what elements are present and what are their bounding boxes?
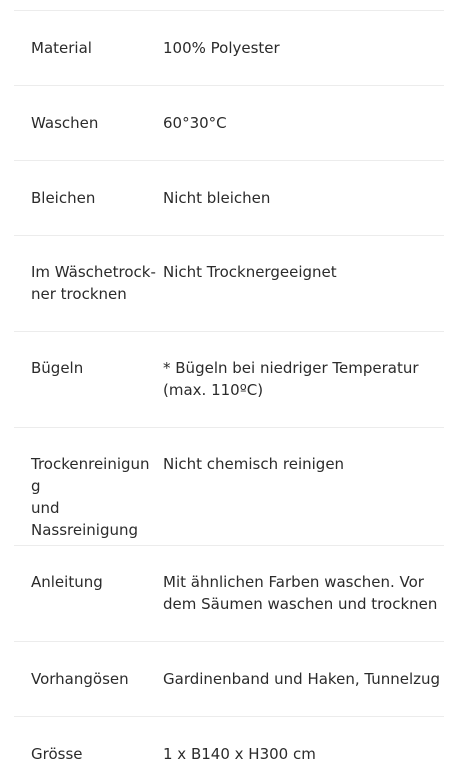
spec-label: Bleichen: [31, 189, 96, 207]
spec-value: 1 x B140 x H300 cm: [163, 745, 316, 763]
spec-value: 100% Polyester: [163, 39, 280, 57]
spec-value: Nicht bleichen: [163, 189, 271, 207]
spec-row-bleichen: [14, 161, 444, 236]
spec-label: Trockenreinigung und Nassreinigung: [31, 455, 150, 539]
spec-row-buegeln: [14, 332, 444, 428]
spec-value: Gardinenband und Haken, Tunnelzug: [163, 670, 441, 688]
spec-row-anleitung: [14, 546, 444, 642]
spec-row-trockner: [14, 236, 444, 332]
spec-row-groesse: [14, 717, 444, 769]
spec-label: Grösse: [31, 745, 83, 763]
spec-label: Waschen: [31, 114, 99, 132]
spec-row-waschen: [14, 86, 444, 161]
spec-row-material: [14, 11, 444, 86]
spec-row-vorhangoesen: [14, 642, 444, 717]
spec-row-reinigung: [14, 428, 444, 546]
spec-value: 60°30°C: [163, 114, 227, 132]
spec-value: Nicht Trocknergeeignet: [163, 263, 337, 281]
spec-label: Anleitung: [31, 573, 103, 591]
product-spec-table: [14, 11, 444, 769]
spec-label: Im Wäschetrock- ner trocknen: [31, 263, 156, 303]
spec-label: Material: [31, 39, 92, 57]
spec-label: Vorhangösen: [31, 670, 129, 688]
spec-label: Bügeln: [31, 359, 84, 377]
spec-value: Nicht chemisch reinigen: [163, 455, 345, 473]
spec-value: * Bügeln bei niedriger Temperatur (max. 110ºC): [163, 359, 419, 399]
spec-value: Mit ähnlichen Farben waschen. Vor dem Säumen waschen und trocknen: [163, 573, 438, 613]
